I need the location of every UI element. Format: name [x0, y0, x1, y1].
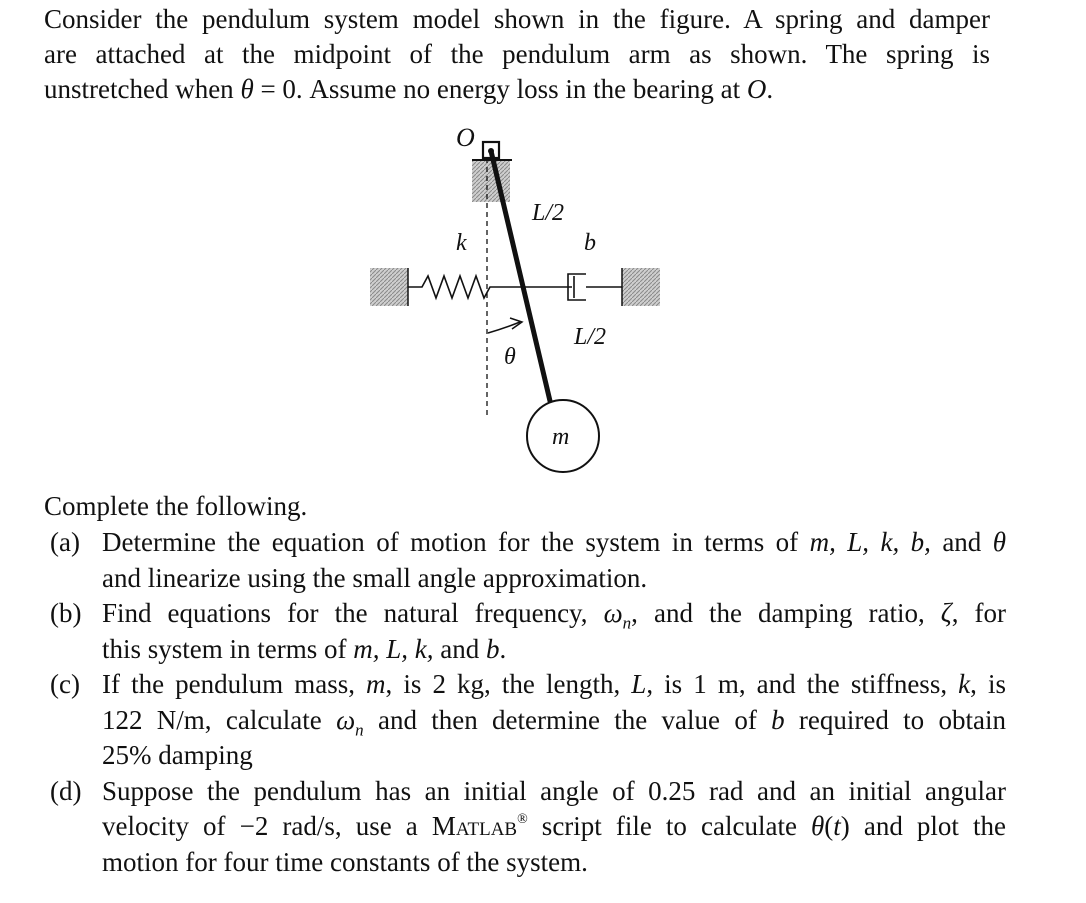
part-a: [50, 525, 1006, 596]
part-b-line-2: this system in terms of m, L, k, and b.: [102, 633, 507, 664]
spring: [408, 276, 520, 298]
label-theta: θ: [504, 344, 516, 370]
label-m: m: [552, 424, 570, 450]
part-d-tag: (d): [50, 775, 82, 806]
label-L-lower: L/2: [574, 324, 607, 350]
intro-line-1: Consider the pendulum system model shown in the figure. A spring and damper: [44, 4, 990, 34]
part-b-line-1: Find equations for the natural frequency, $\omega_n$, and the damping ratio, ζ, for: [102, 598, 1007, 633]
part-b: [50, 596, 1006, 667]
label-k: k: [456, 230, 467, 256]
label-O: O: [456, 123, 475, 152]
part-c: [50, 667, 1006, 774]
part-a-tag: (a): [50, 527, 80, 557]
part-c-line-1: If the pendulum mass, m, is 2 kg, the length, L, is 1 m, and the stiffness, k, is: [102, 669, 1007, 699]
part-a-line-1: Determine the equation of motion for the system in terms of m, L, k, b, and θ: [102, 527, 1007, 557]
part-d: [50, 774, 1006, 881]
part-d-line-3: motion for four time constants of the system.: [102, 846, 588, 877]
right-wall: [622, 268, 660, 306]
part-c-line-2: 122 N/m, calculate $\omega_n$ and then determine the value of b required to obtain: [102, 704, 1006, 739]
part-d-line-1: Suppose the pendulum has an initial angle of 0.25 rad and an initial angular: [102, 775, 1006, 806]
part-b-tag: (b): [50, 598, 82, 628]
pendulum-figure: [360, 118, 680, 490]
problem-intro: [44, 2, 990, 107]
part-d-line-2: velocity of −2 rad/s, use a Matlab® script file to calculate θ(t) and plot the: [102, 811, 1006, 841]
complete-heading: Complete the following.: [44, 491, 308, 521]
part-c-line-3: 25% damping: [102, 740, 253, 770]
intro-line-2: are attached at the midpoint of the pendulum arm as shown. The spring is: [44, 39, 990, 69]
part-a-line-2: and linearize using the small angle approximation.: [102, 562, 648, 593]
label-L-upper: L/2: [532, 200, 565, 226]
ceiling-ground: [472, 160, 510, 202]
intro-line-3: unstretched when θ = 0. Assume no energy loss in the bearing at O.: [44, 74, 774, 104]
parts-list: [50, 525, 1006, 880]
left-wall: [370, 268, 408, 306]
pendulum-arm: [491, 151, 550, 401]
pendulum-diagram: [360, 118, 680, 490]
part-c-tag: (c): [50, 669, 80, 699]
label-b: b: [584, 230, 596, 256]
